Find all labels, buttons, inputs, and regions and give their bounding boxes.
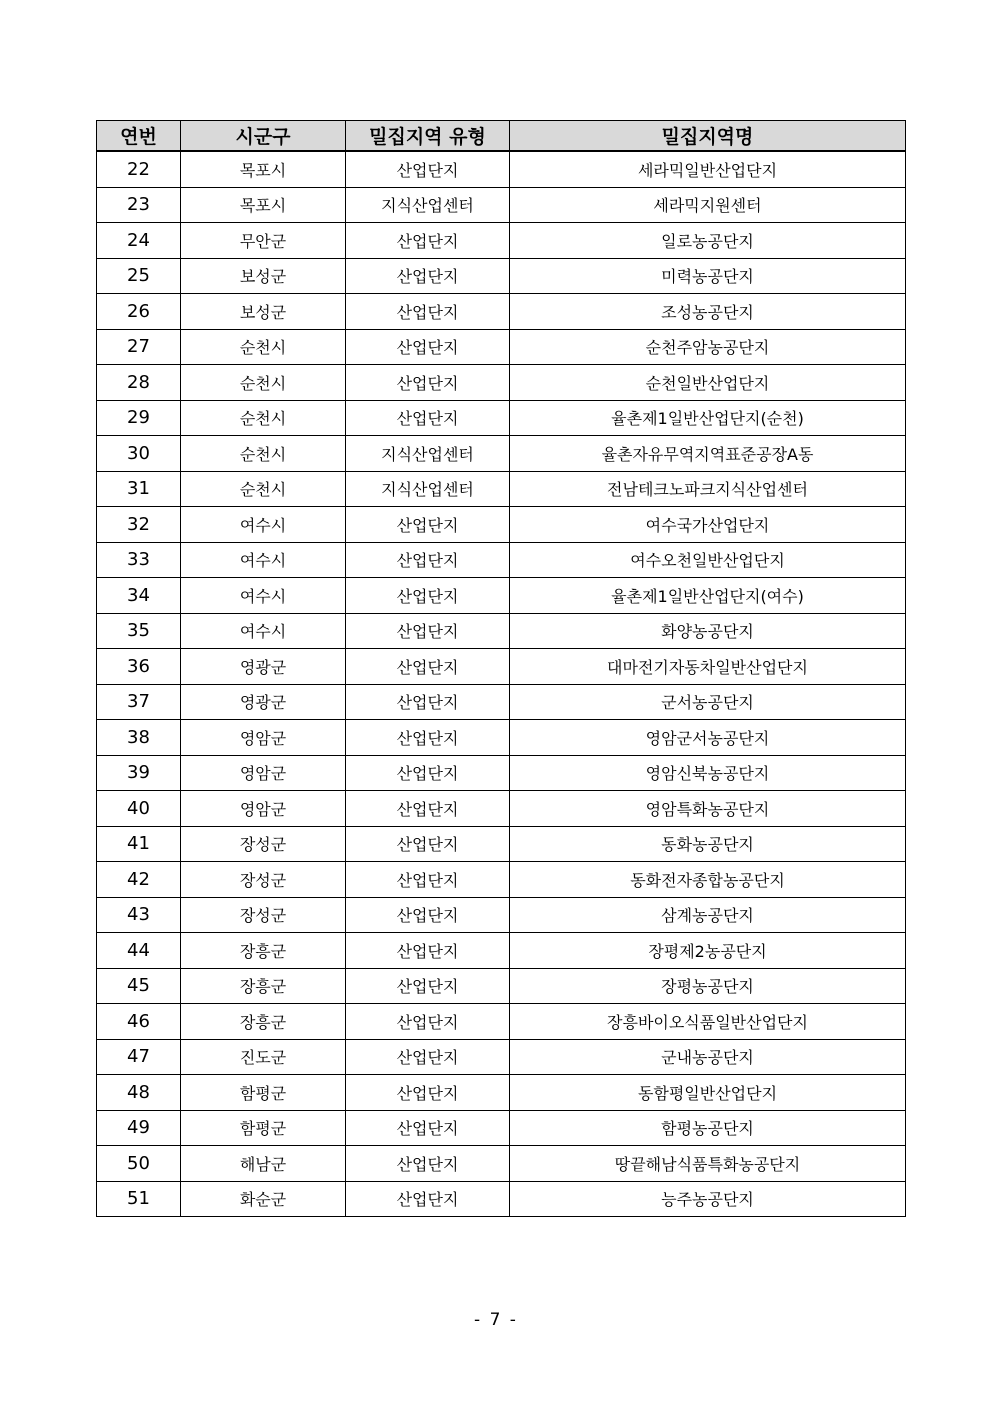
row-area-name: 함평농공단지 <box>510 1110 906 1146</box>
row-area-type: 산업단지 <box>346 1110 510 1146</box>
row-number: 44 <box>97 933 181 969</box>
row-number: 47 <box>97 1039 181 1075</box>
row-area-type: 산업단지 <box>346 968 510 1004</box>
table-row <box>97 684 906 720</box>
row-district: 여수시 <box>181 542 346 578</box>
table-row <box>97 223 906 259</box>
header-area-type: 밀집지역 유형 <box>346 121 510 152</box>
row-area-type: 산업단지 <box>346 613 510 649</box>
row-area-type: 산업단지 <box>346 294 510 330</box>
row-district: 순천시 <box>181 400 346 436</box>
row-area-type: 산업단지 <box>346 1004 510 1040</box>
row-area-name: 동화전자종합농공단지 <box>510 862 906 898</box>
row-district: 함평군 <box>181 1075 346 1111</box>
row-number: 49 <box>97 1110 181 1146</box>
table-row <box>97 1075 906 1111</box>
row-number: 35 <box>97 613 181 649</box>
row-area-name: 영암신북농공단지 <box>510 755 906 791</box>
table-row <box>97 329 906 365</box>
row-number: 38 <box>97 720 181 756</box>
row-number: 24 <box>97 223 181 259</box>
row-area-name: 장평농공단지 <box>510 968 906 1004</box>
row-area-name: 대마전기자동차일반산업단지 <box>510 649 906 685</box>
table-row <box>97 294 906 330</box>
row-area-type: 산업단지 <box>346 720 510 756</box>
header-number: 연번 <box>97 121 181 152</box>
row-area-type: 지식산업센터 <box>346 471 510 507</box>
row-number: 37 <box>97 684 181 720</box>
row-number: 30 <box>97 436 181 472</box>
row-district: 영암군 <box>181 791 346 827</box>
row-district: 목포시 <box>181 151 346 187</box>
row-number: 39 <box>97 755 181 791</box>
row-area-name: 순천주암농공단지 <box>510 329 906 365</box>
table-row <box>97 1110 906 1146</box>
row-area-type: 산업단지 <box>346 329 510 365</box>
row-area-type: 산업단지 <box>346 826 510 862</box>
row-area-name: 장평제2농공단지 <box>510 933 906 969</box>
table-row <box>97 649 906 685</box>
row-district: 화순군 <box>181 1181 346 1217</box>
row-area-name: 영암특화농공단지 <box>510 791 906 827</box>
row-area-type: 산업단지 <box>346 933 510 969</box>
row-number: 26 <box>97 294 181 330</box>
row-area-type: 지식산업센터 <box>346 187 510 223</box>
row-area-type: 산업단지 <box>346 755 510 791</box>
row-area-type: 산업단지 <box>346 684 510 720</box>
row-number: 22 <box>97 151 181 187</box>
row-district: 영광군 <box>181 649 346 685</box>
row-number: 50 <box>97 1146 181 1182</box>
row-district: 순천시 <box>181 436 346 472</box>
row-area-type: 산업단지 <box>346 507 510 543</box>
row-district: 장성군 <box>181 897 346 933</box>
row-area-type: 산업단지 <box>346 578 510 614</box>
row-area-type: 산업단지 <box>346 1146 510 1182</box>
row-district: 순천시 <box>181 329 346 365</box>
row-district: 보성군 <box>181 258 346 294</box>
row-number: 48 <box>97 1075 181 1111</box>
row-area-name: 순천일반산업단지 <box>510 365 906 401</box>
row-number: 27 <box>97 329 181 365</box>
row-area-name: 땅끝해남식품특화농공단지 <box>510 1146 906 1182</box>
row-area-type: 지식산업센터 <box>346 436 510 472</box>
row-district: 진도군 <box>181 1039 346 1075</box>
table-row <box>97 258 906 294</box>
row-district: 여수시 <box>181 578 346 614</box>
row-number: 41 <box>97 826 181 862</box>
table-row <box>97 187 906 223</box>
row-area-name: 군서농공단지 <box>510 684 906 720</box>
table-body <box>97 151 906 1217</box>
row-area-name: 동화농공단지 <box>510 826 906 862</box>
table-row <box>97 720 906 756</box>
row-number: 34 <box>97 578 181 614</box>
row-area-name: 영암군서농공단지 <box>510 720 906 756</box>
row-area-type: 산업단지 <box>346 1181 510 1217</box>
table-row <box>97 365 906 401</box>
table-header-row <box>97 121 906 152</box>
row-area-name: 미력농공단지 <box>510 258 906 294</box>
row-number: 28 <box>97 365 181 401</box>
row-district: 영광군 <box>181 684 346 720</box>
row-area-type: 산업단지 <box>346 151 510 187</box>
table-row <box>97 542 906 578</box>
row-area-name: 능주농공단지 <box>510 1181 906 1217</box>
row-area-type: 산업단지 <box>346 223 510 259</box>
header-area-name: 밀집지역명 <box>510 121 906 152</box>
table-row <box>97 1181 906 1217</box>
row-area-name: 장흥바이오식품일반산업단지 <box>510 1004 906 1040</box>
row-area-name: 전남테크노파크지식산업센터 <box>510 471 906 507</box>
row-district: 장성군 <box>181 826 346 862</box>
table-row <box>97 613 906 649</box>
row-number: 42 <box>97 862 181 898</box>
row-district: 무안군 <box>181 223 346 259</box>
row-district: 해남군 <box>181 1146 346 1182</box>
table-row <box>97 1004 906 1040</box>
row-number: 23 <box>97 187 181 223</box>
row-district: 장흥군 <box>181 1004 346 1040</box>
row-area-type: 산업단지 <box>346 1039 510 1075</box>
table-row <box>97 507 906 543</box>
document-body <box>96 120 905 1217</box>
row-area-type: 산업단지 <box>346 365 510 401</box>
row-number: 43 <box>97 897 181 933</box>
row-area-name: 율촌자유무역지역표준공장A동 <box>510 436 906 472</box>
row-district: 순천시 <box>181 471 346 507</box>
row-number: 33 <box>97 542 181 578</box>
row-area-type: 산업단지 <box>346 862 510 898</box>
row-district: 함평군 <box>181 1110 346 1146</box>
row-area-name: 여수오천일반산업단지 <box>510 542 906 578</box>
row-area-type: 산업단지 <box>346 258 510 294</box>
row-area-name: 일로농공단지 <box>510 223 906 259</box>
row-area-type: 산업단지 <box>346 649 510 685</box>
header-district: 시군구 <box>181 121 346 152</box>
row-area-name: 율촌제1일반산업단지(순천) <box>510 400 906 436</box>
table-row <box>97 471 906 507</box>
table-row <box>97 436 906 472</box>
row-number: 31 <box>97 471 181 507</box>
row-area-name: 동함평일반산업단지 <box>510 1075 906 1111</box>
row-district: 여수시 <box>181 507 346 543</box>
row-number: 51 <box>97 1181 181 1217</box>
table-row <box>97 151 906 187</box>
row-area-name: 율촌제1일반산업단지(여수) <box>510 578 906 614</box>
row-district: 여수시 <box>181 613 346 649</box>
row-area-name: 여수국가산업단지 <box>510 507 906 543</box>
page-number: - 7 - <box>474 1310 518 1330</box>
row-number: 25 <box>97 258 181 294</box>
table-row <box>97 968 906 1004</box>
table-row <box>97 791 906 827</box>
row-number: 29 <box>97 400 181 436</box>
row-district: 영암군 <box>181 755 346 791</box>
table-row <box>97 933 906 969</box>
row-district: 장흥군 <box>181 968 346 1004</box>
row-district: 목포시 <box>181 187 346 223</box>
row-area-name: 화양농공단지 <box>510 613 906 649</box>
table-row <box>97 897 906 933</box>
table-row <box>97 400 906 436</box>
row-district: 보성군 <box>181 294 346 330</box>
row-area-type: 산업단지 <box>346 400 510 436</box>
row-number: 45 <box>97 968 181 1004</box>
row-area-type: 산업단지 <box>346 897 510 933</box>
table-row <box>97 755 906 791</box>
row-area-name: 삼계농공단지 <box>510 897 906 933</box>
row-area-type: 산업단지 <box>346 1075 510 1111</box>
row-district: 영암군 <box>181 720 346 756</box>
table-row <box>97 1146 906 1182</box>
dense-area-table <box>96 120 906 1217</box>
row-number: 36 <box>97 649 181 685</box>
row-number: 32 <box>97 507 181 543</box>
row-area-name: 군내농공단지 <box>510 1039 906 1075</box>
row-number: 40 <box>97 791 181 827</box>
row-area-name: 조성농공단지 <box>510 294 906 330</box>
row-number: 46 <box>97 1004 181 1040</box>
table-row <box>97 1039 906 1075</box>
row-district: 순천시 <box>181 365 346 401</box>
row-area-type: 산업단지 <box>346 542 510 578</box>
table-row <box>97 862 906 898</box>
table-row <box>97 578 906 614</box>
table-row <box>97 826 906 862</box>
row-area-type: 산업단지 <box>346 791 510 827</box>
row-district: 장성군 <box>181 862 346 898</box>
row-area-name: 세라믹일반산업단지 <box>510 151 906 187</box>
row-district: 장흥군 <box>181 933 346 969</box>
row-area-name: 세라믹지원센터 <box>510 187 906 223</box>
